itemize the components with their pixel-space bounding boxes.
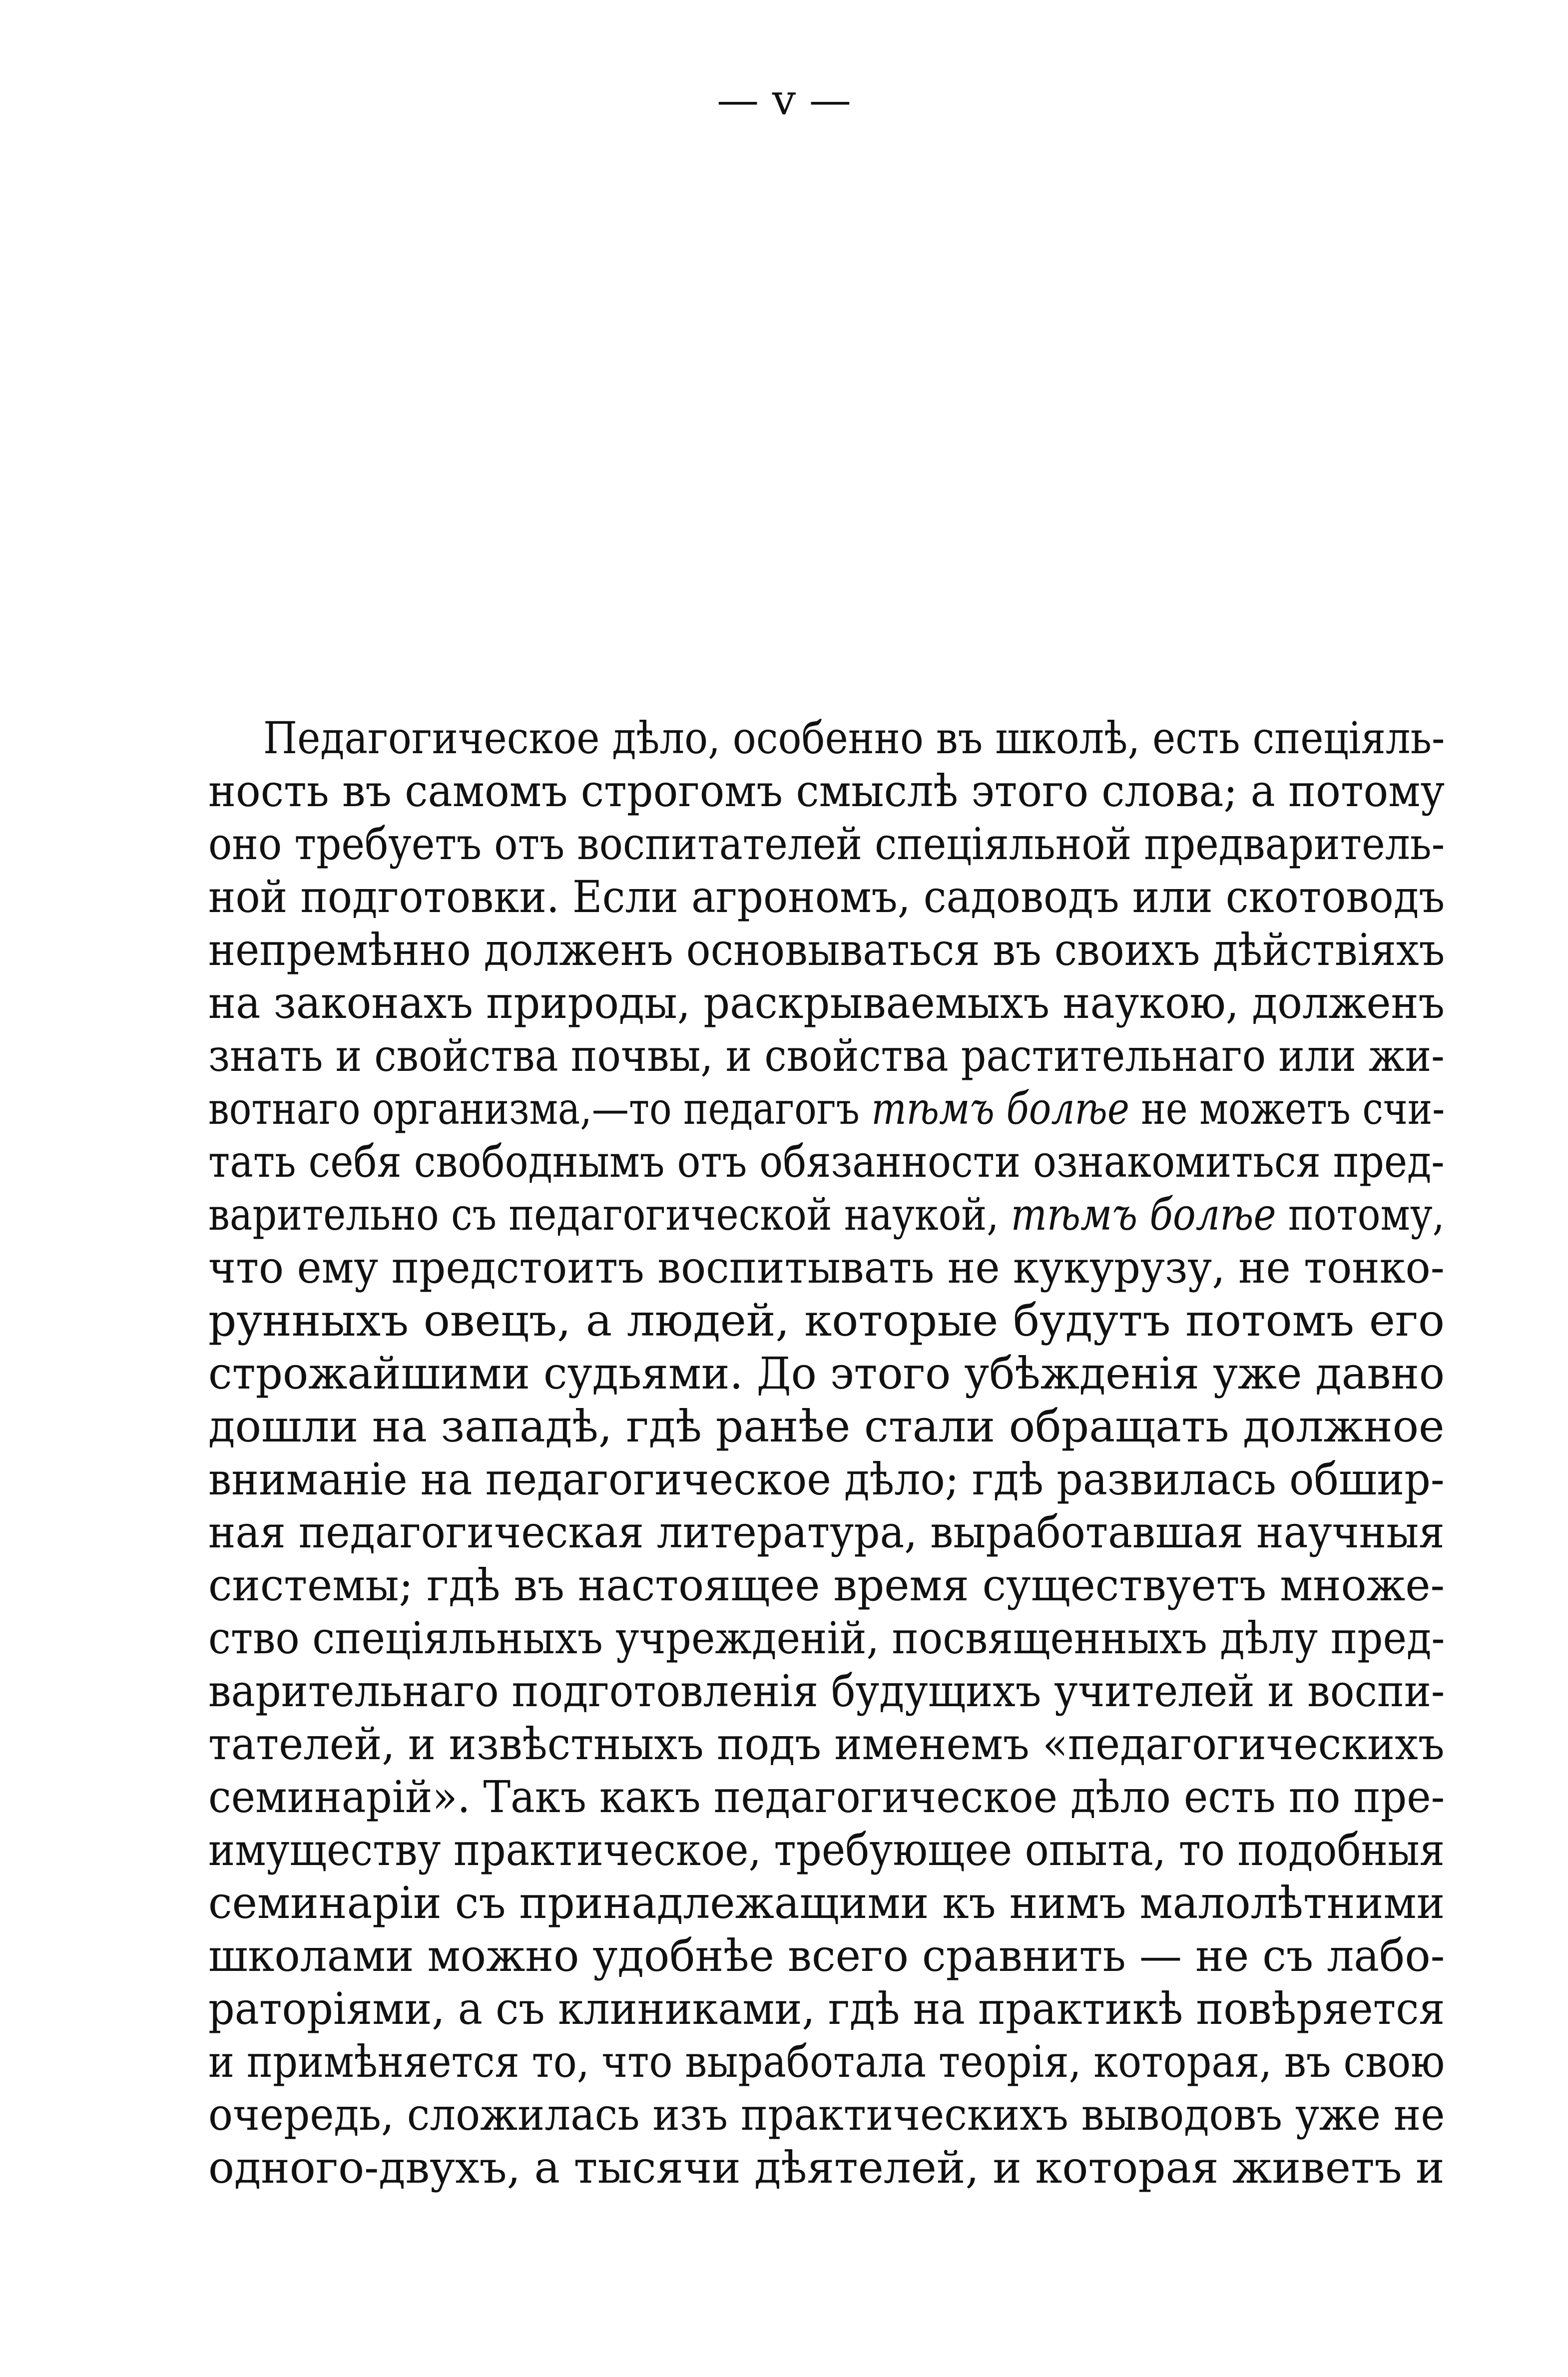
text-line: очередь, сложилась изъ практическихъ выводовъ уже не (208, 2089, 1445, 2140)
text-line: варительно съ педагогической наукой, тѣмъ болѣе потому, (208, 1189, 1445, 1240)
text-line: тателей, и извѣстныхъ подъ именемъ «педагогическихъ (208, 1718, 1445, 1770)
text-line: одного-двухъ, а тысячи дѣятелей, и которая живетъ и (208, 2142, 1445, 2193)
text-line: семинаріи съ принадлежащими къ нимъ малолѣтними (208, 1877, 1445, 1928)
text-line: оно требуетъ отъ воспитателей спеціяльной предваритель- (208, 818, 1445, 870)
italic-emphasis: тѣмъ болѣе (871, 1083, 1129, 1134)
text-line: семинарій». Такъ какъ педагогическое дѣло есть по пре- (208, 1771, 1445, 1823)
text-line: знать и свойства почвы, и свойства растительнаго или жи- (208, 1030, 1445, 1081)
text-line: Педагогическое дѣло, особенно въ школѣ, есть спеціяль- (263, 712, 1445, 764)
text-line: вотнаго организма,—то педагогъ тѣмъ болѣе не можетъ счи- (208, 1083, 1445, 1134)
text-line: школами можно удобнѣе всего сравнить — не съ лабо- (208, 1930, 1445, 1981)
text-line: дошли на западѣ, гдѣ ранѣе стали обращать должное (208, 1401, 1445, 1452)
text-line: системы; гдѣ въ настоящее время существуетъ множе- (208, 1559, 1445, 1611)
text-line: строжайшими судьями. До этого убѣжденія уже давно (208, 1348, 1445, 1399)
text-line: ная педагогическая литература, выработавшая научныя (208, 1506, 1445, 1558)
text-line: что ему предстоитъ воспитывать не кукурузу, не тонко- (208, 1242, 1445, 1293)
text-line: имуществу практическое, требующее опыта, то подобныя (208, 1824, 1445, 1876)
text-line: раторіями, а съ клиниками, гдѣ на практикѣ повѣряется (208, 1983, 1445, 2034)
text-line: тать себя свободнымъ отъ обязанности ознакомиться пред- (208, 1136, 1445, 1187)
page-number: — v — (717, 75, 851, 124)
italic-emphasis: тѣмъ болѣе (1011, 1189, 1276, 1240)
text-line: варительнаго подготовленія будущихъ учителей и воспи- (208, 1665, 1445, 1717)
text-line: ность въ самомъ строгомъ смыслѣ этого слова; а потому (208, 765, 1445, 817)
text-line: непремѣнно долженъ основываться въ своихъ дѣйствіяхъ (208, 924, 1445, 975)
text-line: ство спеціяльныхъ учрежденій, посвященныхъ дѣлу пред- (208, 1612, 1445, 1664)
text-line: ной подготовки. Если агрономъ, садоводъ или скотоводъ (208, 871, 1445, 923)
text-line: рунныхъ овецъ, а людей, которые будутъ потомъ его (208, 1295, 1445, 1346)
text-line: и примѣняется то, что выработала теорія, которая, въ свою (208, 2036, 1445, 2087)
body-paragraph (208, 712, 1445, 2194)
text-line: вниманіе на педагогическое дѣло; гдѣ развилась обшир- (208, 1453, 1445, 1505)
text-line: на законахъ природы, раскрываемыхъ наукою, долженъ (208, 977, 1445, 1028)
